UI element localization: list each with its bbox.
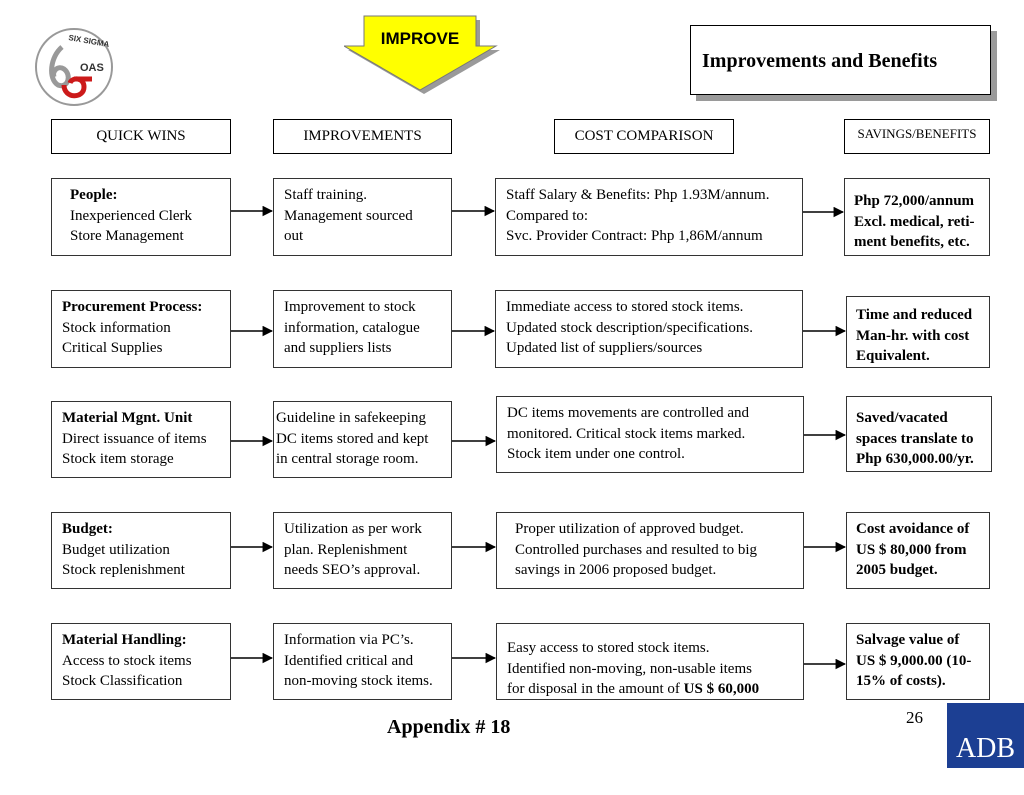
benefit-box — [846, 512, 990, 589]
improvement-line: information, catalogue — [284, 319, 420, 336]
improvement-line: Management sourced — [284, 207, 413, 224]
logo-ring-text: SIX SIGMA — [67, 33, 111, 50]
improve-banner-arrow — [344, 14, 500, 94]
page-number: 26 — [906, 708, 923, 727]
cost-line: Stock item under one control. — [507, 446, 685, 462]
cost-line: Compared to: — [506, 207, 589, 224]
quick-win-line: Critical Supplies — [62, 340, 163, 356]
cost-line: Updated stock description/specifications. — [506, 319, 754, 336]
quick-win-heading: Material Mgnt. Unit — [62, 410, 193, 426]
improvement-line: Improvement to stock — [284, 299, 416, 315]
improvement-box — [273, 512, 452, 589]
header-quick-wins: QUICK WINS — [51, 119, 231, 154]
cost-line: Proper utilization of approved budget. — [515, 521, 744, 537]
quick-win-line: Direct issuance of items — [62, 430, 207, 447]
improvement-line: out — [284, 228, 304, 244]
benefit-line: 15% of costs). — [856, 673, 946, 689]
improvement-line: and suppliers lists — [284, 340, 392, 356]
cost-line: Svc. Provider Contract: Php 1,86M/annum — [506, 228, 763, 244]
quick-win-box — [51, 401, 231, 478]
improvement-box — [273, 290, 452, 368]
header-cost-comparison: COST COMPARISON — [554, 119, 734, 154]
benefit-line: Equivalent. — [856, 348, 930, 364]
improvement-box — [273, 178, 452, 256]
improvement-line: plan. Replenishment — [284, 541, 408, 558]
improvement-line: needs SEO’s approval. — [284, 562, 421, 578]
improvement-box — [273, 623, 452, 700]
benefit-line: Man-hr. with cost — [856, 327, 970, 344]
improvement-line: non-moving stock items. — [284, 673, 433, 689]
quick-win-box — [51, 623, 231, 700]
improvement-line: Information via PC’s. — [284, 632, 414, 648]
cost-comparison-box — [495, 178, 803, 256]
cost-line: Easy access to stored stock items. — [507, 640, 710, 656]
cost-line-text: for disposal in the amount of — [507, 681, 684, 697]
quick-win-line: Access to stock items — [62, 652, 192, 669]
logo-org-text: OAS — [80, 62, 104, 74]
improvement-line: Staff training. — [284, 187, 368, 203]
benefit-line: Php 630,000.00/yr. — [856, 451, 974, 467]
quick-win-line: Stock information — [62, 319, 171, 336]
quick-win-heading: Budget: — [62, 521, 113, 537]
cost-line: Controlled purchases and resulted to big — [515, 541, 758, 558]
improvement-line: Identified critical and — [284, 652, 414, 669]
benefit-line: Cost avoidance of — [856, 521, 970, 537]
quick-win-line: Budget utilization — [62, 541, 170, 558]
benefit-line: 2005 budget. — [856, 562, 938, 578]
cost-line: Immediate access to stored stock items. — [506, 299, 744, 315]
benefit-box — [844, 178, 990, 256]
improve-label: IMPROVE — [380, 29, 460, 48]
cost-line: monitored. Critical stock items marked. — [507, 425, 746, 442]
benefit-line: Time and reduced — [856, 307, 973, 323]
quick-win-line: Store Management — [70, 228, 184, 244]
quick-win-box — [51, 512, 231, 589]
six-sigma-oas-logo — [34, 27, 114, 107]
improvement-box — [273, 401, 452, 478]
quick-win-heading: People: — [70, 187, 118, 203]
improvement-line: Guideline in safekeeping — [276, 410, 426, 426]
quick-win-line: Stock item storage — [62, 451, 174, 467]
benefit-line: Php 72,000/annum — [854, 193, 975, 209]
benefit-line: US $ 9,000.00 (10- — [856, 652, 972, 669]
benefit-line: Salvage value of — [856, 632, 960, 648]
improvement-line: DC items stored and kept — [276, 430, 429, 447]
quick-win-line: Stock replenishment — [62, 562, 185, 578]
appendix-label: Appendix # 18 — [387, 716, 511, 738]
cost-line — [507, 679, 795, 700]
cost-line: Identified non-moving, non-usable items — [507, 660, 752, 677]
benefit-box — [846, 396, 992, 472]
improvement-line: in central storage room. — [276, 451, 419, 467]
disposal-amount: US $ 60,000 — [683, 681, 760, 697]
benefit-line: Saved/vacated — [856, 410, 948, 426]
quick-win-box — [51, 178, 231, 256]
quick-win-heading: Procurement Process: — [62, 299, 203, 315]
cost-comparison-box — [496, 623, 804, 700]
cost-line: DC items movements are controlled and — [507, 405, 750, 421]
quick-win-box — [51, 290, 231, 368]
quick-win-line: Inexperienced Clerk — [70, 207, 193, 224]
cost-line: Staff Salary & Benefits: Php 1.93M/annum. — [506, 187, 770, 203]
cost-line: savings in 2006 proposed budget. — [515, 562, 717, 578]
benefit-line: ment benefits, etc. — [854, 234, 970, 250]
benefit-box — [846, 623, 990, 700]
benefit-line: spaces translate to — [856, 430, 974, 447]
quick-win-line: Stock Classification — [62, 673, 183, 689]
cost-comparison-box — [495, 290, 803, 368]
cost-comparison-box — [496, 396, 804, 473]
benefit-box — [846, 296, 990, 368]
header-improvements: IMPROVEMENTS — [273, 119, 452, 154]
slide-title: Improvements and Benefits — [690, 25, 991, 95]
cost-line: Updated list of suppliers/sources — [506, 340, 703, 356]
benefit-line: US $ 80,000 from — [856, 541, 967, 558]
improvement-line: Utilization as per work — [284, 521, 422, 537]
cost-comparison-box — [496, 512, 804, 589]
benefit-line: Excl. medical, reti- — [854, 213, 975, 230]
adb-logo: ADB — [947, 703, 1024, 768]
quick-win-heading: Material Handling: — [62, 632, 187, 648]
header-savings-benefits: SAVINGS/BENEFITS — [844, 119, 990, 154]
